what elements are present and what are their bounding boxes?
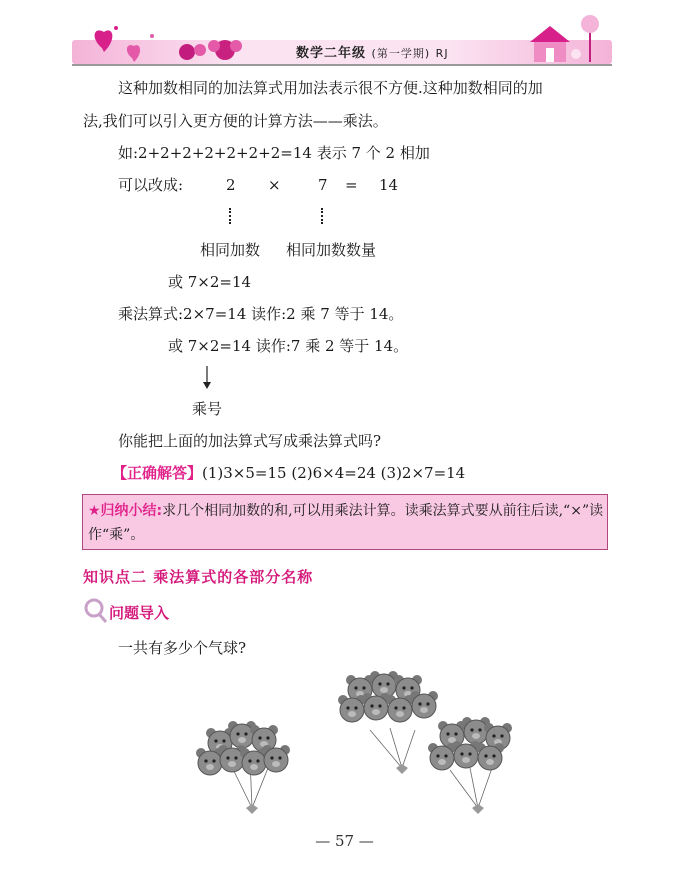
flower-decoration-icon <box>200 28 250 66</box>
down-arrow-icon <box>200 364 214 390</box>
multiplication-line-1: 乘法算式:2×7=14 读作:2 乘 7 等于 14。 <box>118 305 404 323</box>
label-addend-count: 相同加数数量 <box>286 241 377 259</box>
summary-label: ★归纳小结: <box>88 503 163 519</box>
multiplication-line-2: 或 7×2=14 读作:7 乘 2 等于 14。 <box>168 337 409 355</box>
summary-text <box>88 499 604 547</box>
house-tree-decoration-icon <box>520 10 610 66</box>
left-heart-decoration-icon <box>82 18 212 66</box>
example-line: 如:2+2+2+2+2+2+2=14 表示 7 个 2 相加 <box>118 144 430 162</box>
balloon-cluster-left <box>196 721 290 814</box>
change-label: 可以改成: <box>118 176 184 194</box>
header-title <box>296 42 449 61</box>
balloons-illustration <box>180 668 520 828</box>
multiplication-sign-label: 乘号 <box>192 400 223 418</box>
section-title: 知识点二 乘法算式的各部分名称 <box>83 568 314 586</box>
paragraph-line-2: 法,我们可以引入更方便的计算方法——乘法。 <box>83 112 388 130</box>
question-line: 你能把上面的加法算式写成乘法算式吗? <box>118 432 382 450</box>
magnifier-icon <box>84 597 108 625</box>
equation-operator: × <box>268 176 281 194</box>
balloon-cluster-right <box>428 717 512 814</box>
answer-text: (1)3×5=15 (2)6×4=24 (3)2×7=14 <box>202 464 466 482</box>
equation-factor-b: 7 <box>318 176 328 194</box>
dotted-pointer-addend <box>229 208 231 224</box>
header-title-main: 数学二年级 <box>296 46 367 61</box>
balloon-cluster-middle <box>338 671 438 774</box>
dotted-pointer-count <box>321 208 323 224</box>
label-same-addend: 相同加数 <box>200 241 261 259</box>
equation-factor-a: 2 <box>226 176 236 194</box>
intro-question: 一共有多少个气球? <box>118 639 247 657</box>
intro-title: 问题导入 <box>109 604 170 622</box>
answer-label: 【正确解答】 <box>112 464 203 482</box>
summary-body: 求几个相同加数的和,可以用乘法计算。读乘法算式要从前往后读,“×”读作“乘”。 <box>88 503 604 543</box>
header-edition: RJ <box>435 47 449 60</box>
alternate-form: 或 7×2=14 <box>168 273 252 291</box>
paragraph-line-1: 这种加数相同的加法算式用加法表示很不方便.这种加数相同的加 <box>118 79 543 97</box>
header-term: (第一学期) <box>371 47 431 60</box>
equation-equals: = <box>345 176 358 194</box>
answer-line <box>112 463 465 483</box>
equation-result: 14 <box>379 176 399 194</box>
page-number: — 57 — <box>315 832 374 850</box>
